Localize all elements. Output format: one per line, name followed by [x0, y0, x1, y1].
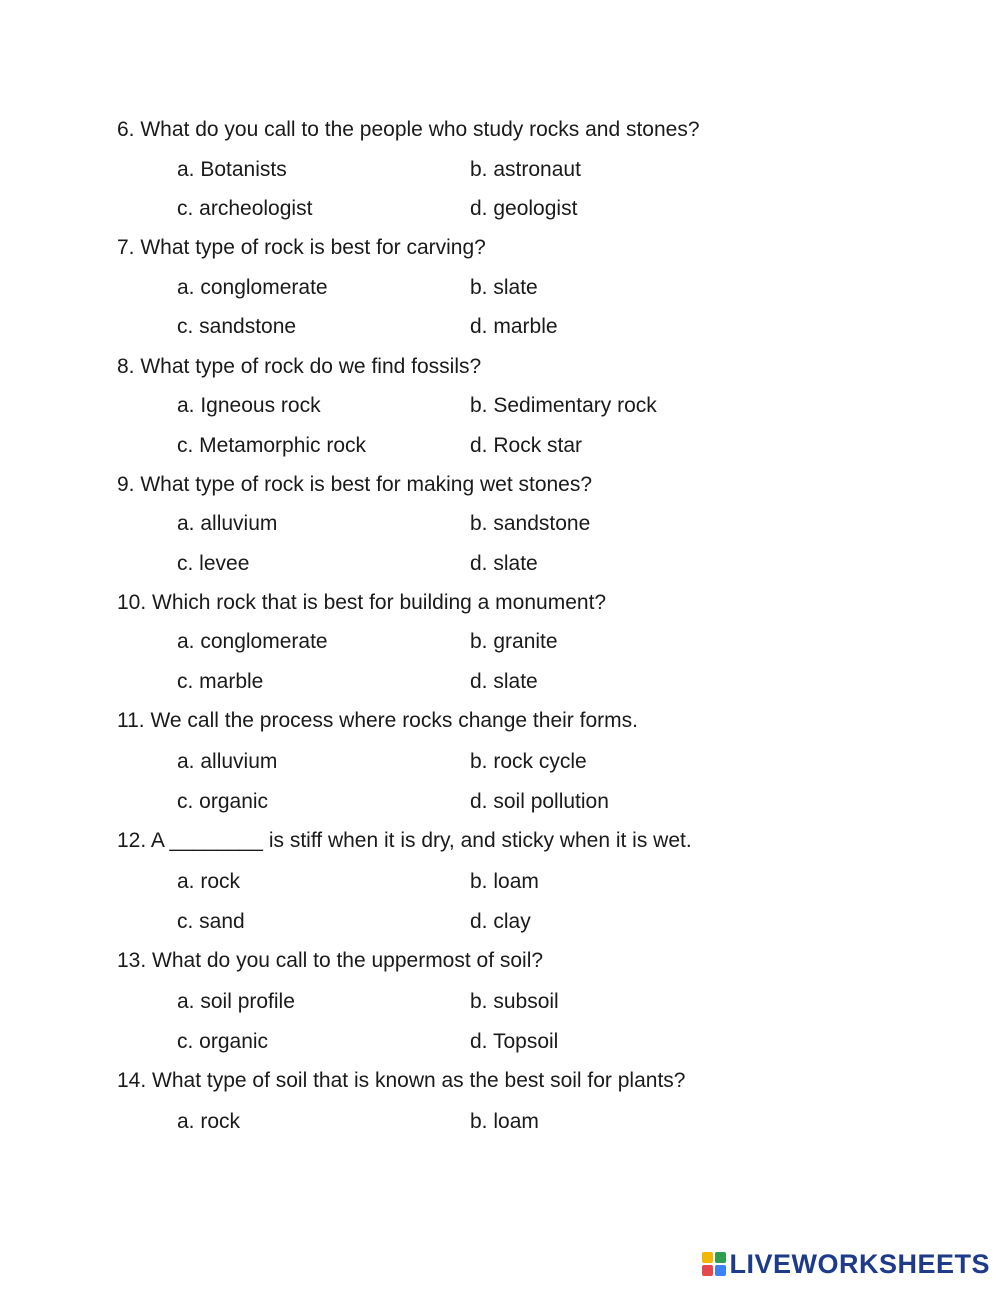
option-6b[interactable]: b. astronaut: [470, 158, 581, 181]
logo-square-red: [702, 1265, 713, 1276]
option-10d[interactable]: d. slate: [470, 670, 538, 693]
option-8c[interactable]: c. Metamorphic rock: [177, 434, 367, 457]
option-11a[interactable]: a. alluvium: [177, 750, 278, 773]
option-12d[interactable]: d. clay: [470, 910, 531, 933]
option-11c[interactable]: c. organic: [177, 790, 269, 813]
option-7d[interactable]: d. marble: [470, 315, 558, 338]
question-12: 12. A ________ is stiff when it is dry, and sticky when it is wet.: [117, 829, 692, 852]
logo-square-blue: [715, 1265, 726, 1276]
option-12a[interactable]: a. rock: [177, 870, 241, 893]
option-9d[interactable]: d. slate: [470, 552, 538, 575]
question-11: 11. We call the process where rocks change their forms.: [117, 709, 638, 732]
option-6c[interactable]: c. archeologist: [177, 197, 313, 220]
question-9: 9. What type of rock is best for making wet stones?: [117, 473, 593, 496]
option-7b[interactable]: b. slate: [470, 276, 538, 299]
question-7: 7. What type of rock is best for carving?: [117, 236, 486, 259]
option-10b[interactable]: b. granite: [470, 630, 558, 653]
option-9a[interactable]: a. alluvium: [177, 512, 278, 535]
question-6: 6. What do you call to the people who study rocks and stones?: [117, 118, 700, 141]
option-14b[interactable]: b. loam: [470, 1110, 539, 1133]
option-8b[interactable]: b. Sedimentary rock: [470, 394, 657, 417]
question-10: 10. Which rock that is best for building a monument?: [117, 591, 607, 614]
liveworksheets-brand[interactable]: [702, 1249, 990, 1279]
option-10c[interactable]: c. marble: [177, 670, 264, 693]
option-6a[interactable]: a. Botanists: [177, 158, 287, 181]
option-7a[interactable]: a. conglomerate: [177, 276, 328, 299]
option-7c[interactable]: c. sandstone: [177, 315, 297, 338]
option-10a[interactable]: a. conglomerate: [177, 630, 328, 653]
logo-square-yellow: [702, 1252, 713, 1263]
brand-name: LIVEWORKSHEETS: [729, 1248, 990, 1279]
question-13: 13. What do you call to the uppermost of soil?: [117, 949, 544, 972]
option-13c[interactable]: c. organic: [177, 1030, 269, 1053]
option-13a[interactable]: a. soil profile: [177, 990, 295, 1013]
option-6d[interactable]: d. geologist: [470, 197, 578, 220]
question-14: 14. What type of soil that is known as the best soil for plants?: [117, 1069, 686, 1092]
option-11d[interactable]: d. soil pollution: [470, 790, 609, 813]
option-11b[interactable]: b. rock cycle: [470, 750, 587, 773]
option-9c[interactable]: c. levee: [177, 552, 250, 575]
liveworksheets-logo-icon: [702, 1252, 726, 1276]
option-8d[interactable]: d. Rock star: [470, 434, 583, 457]
option-9b[interactable]: b. sandstone: [470, 512, 591, 535]
option-13d[interactable]: d. Topsoil: [470, 1030, 559, 1053]
option-12c[interactable]: c. sand: [177, 910, 245, 933]
question-8: 8. What type of rock do we find fossils?: [117, 355, 482, 378]
option-14a[interactable]: a. rock: [177, 1110, 241, 1133]
option-8a[interactable]: a. Igneous rock: [177, 394, 321, 417]
option-13b[interactable]: b. subsoil: [470, 990, 559, 1013]
logo-square-green: [715, 1252, 726, 1263]
option-12b[interactable]: b. loam: [470, 870, 539, 893]
